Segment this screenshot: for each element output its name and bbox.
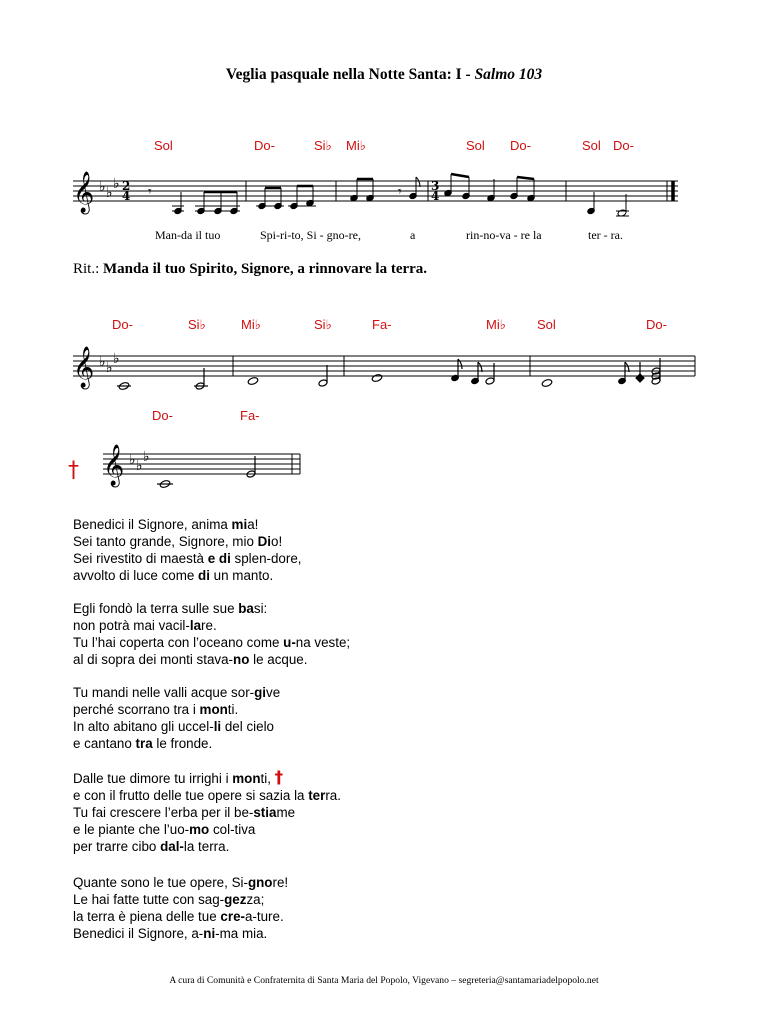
verse-text: le fronde.	[152, 736, 213, 751]
verse-text: avvolto di luce come	[73, 568, 199, 583]
chord-name: Mi	[346, 138, 360, 153]
svg-text:4: 4	[431, 189, 440, 203]
svg-text:♭: ♭	[106, 185, 113, 201]
stressed-syllable: no	[233, 652, 250, 667]
chord-name: Fa-	[372, 317, 392, 332]
stressed-syllable: mo	[189, 822, 210, 837]
key-signature	[129, 449, 150, 474]
chord-name: Si	[314, 138, 326, 153]
verse-line	[73, 891, 288, 908]
chord-name: Mi	[486, 317, 500, 332]
key-signature	[99, 176, 120, 201]
stressed-syllable: stia	[253, 805, 277, 820]
verse-text: col-tiva	[209, 822, 256, 837]
verse-text: ti,	[260, 771, 275, 786]
verse-line	[73, 634, 350, 651]
treble-clef-icon	[73, 346, 94, 389]
ritornello-prefix: Rit.:	[73, 261, 100, 277]
verse-text: Tu l’hai coperta con l’oceano come	[73, 635, 284, 650]
chord-name: Mi	[241, 317, 255, 332]
verse-text: del cielo	[221, 719, 274, 734]
time-signature-2-4	[122, 179, 130, 203]
rest-icon	[398, 184, 402, 200]
svg-text:♭: ♭	[129, 452, 136, 468]
verse-text: o!	[271, 534, 283, 549]
verse-text: un manto.	[209, 568, 274, 583]
stanza-1	[73, 516, 302, 584]
svg-text:2: 2	[122, 179, 131, 193]
verse-text: la terra.	[183, 839, 230, 854]
flat-icon: ♭	[325, 318, 332, 333]
verse-line	[73, 567, 302, 584]
chord-name: Sol	[537, 317, 556, 332]
verse-text: Dalle tue dimore tu irrighi i	[73, 771, 233, 786]
verse-text: Quante sono le tue opere, Si-	[73, 875, 248, 890]
treble-clef-icon	[73, 171, 94, 214]
ritornello	[73, 261, 427, 278]
verse-text: non potrà mai vacil-	[73, 618, 190, 633]
notes-staff-2	[117, 358, 661, 391]
svg-text:4: 4	[122, 189, 131, 203]
verse-text: ti.	[227, 702, 239, 717]
flat-icon: ♭	[199, 318, 206, 333]
svg-text:𝄾: 𝄾	[148, 184, 152, 200]
verse-text: la terra è piena delle tue	[73, 909, 221, 924]
treble-clef-icon	[103, 444, 124, 487]
chord-name: Do-	[646, 317, 667, 332]
stressed-syllable: di	[198, 568, 210, 583]
svg-text:♭: ♭	[99, 354, 106, 370]
stressed-syllable: cre-	[220, 909, 245, 924]
verse-text: re!	[272, 875, 289, 890]
cross-icon: †	[274, 768, 284, 788]
rest-icon	[148, 184, 152, 200]
stanza-3	[73, 684, 280, 752]
verse-text: e le piante che l’uo-	[73, 822, 190, 837]
verse-text: e con il frutto delle tue opere si sazia la	[73, 788, 309, 803]
svg-text:♭: ♭	[106, 360, 113, 376]
stressed-syllable: li	[213, 719, 222, 734]
time-signature-3-4	[431, 179, 439, 203]
svg-text:♭: ♭	[136, 458, 143, 474]
flat-icon: ♭	[499, 318, 506, 333]
chord-name: Si	[314, 317, 326, 332]
verse-line	[73, 925, 288, 942]
chord-name: Fa-	[240, 408, 260, 423]
flat-icon: ♭	[359, 139, 366, 154]
stressed-syllable: Di	[257, 534, 272, 549]
stanza-2	[73, 600, 350, 668]
verse-text: Egli fondò la terra sulle sue	[73, 601, 239, 616]
svg-text:3: 3	[431, 179, 440, 193]
svg-text:♭: ♭	[113, 351, 120, 367]
verse-text: ve	[266, 685, 281, 700]
stressed-syllable: tra	[135, 736, 153, 751]
verse-text: Benedici il Signore, anima	[73, 517, 232, 532]
notes-staff-3	[157, 456, 256, 489]
verse-text: Le hai fatte tutte con sag-	[73, 892, 225, 907]
verse-text: me	[276, 805, 296, 820]
stressed-syllable: dal-	[160, 839, 184, 854]
lyric-syllables: a	[410, 228, 416, 242]
verse-line	[73, 770, 341, 787]
verse-text: ra.	[325, 788, 341, 803]
verse-line	[73, 684, 280, 701]
verse-text: za;	[246, 892, 265, 907]
stressed-syllable: e di	[207, 551, 231, 566]
stressed-syllable: u-	[283, 635, 296, 650]
title-psalm: Salmo 103	[474, 66, 543, 83]
verse-text: al di sopra dei monti stava-	[73, 652, 234, 667]
lyric-syllables: Spi-ri-to, Si - gno-re,	[260, 228, 361, 242]
svg-text:♭: ♭	[143, 449, 150, 465]
svg-text:𝄞: 𝄞	[73, 347, 95, 388]
verse-text: In alto abitano gli uccel-	[73, 719, 214, 734]
svg-text:𝄞: 𝄞	[103, 445, 125, 486]
stressed-syllable: ba	[238, 601, 254, 616]
flat-icon: ♭	[254, 318, 261, 333]
stanza-4	[73, 770, 341, 855]
stressed-syllable: ter	[308, 788, 326, 803]
verse-line	[73, 701, 280, 718]
stressed-syllable: gi	[254, 685, 267, 700]
verse-text: Sei rivestito di maestà	[73, 551, 208, 566]
chord-name: Sol	[582, 138, 601, 153]
verse-line	[73, 550, 302, 567]
chord-name: Sol	[154, 138, 173, 153]
verse-text: -ma mia.	[215, 926, 268, 941]
verse-line	[73, 735, 280, 752]
verse-line	[73, 617, 350, 634]
verse-line	[73, 908, 288, 925]
verse-text: Benedici il Signore, a-	[73, 926, 204, 941]
chord-name: Do-	[613, 138, 634, 153]
verse-text: splen-dore,	[230, 551, 302, 566]
verse-text: si:	[253, 601, 268, 616]
lyric-syllables: ter - ra.	[588, 228, 623, 242]
chord-name: Do-	[254, 138, 275, 153]
chord-name: Sol	[466, 138, 485, 153]
verse-line	[73, 718, 280, 735]
chord-name: Si	[188, 317, 200, 332]
page-footer: A cura di Comunità e Confraternita di Santa Maria del Popolo, Vigevano – segreteria@santamariadelpopolo.net	[169, 975, 599, 986]
ritornello-text: Manda il tuo Spirito, Signore, a rinnovare la terra.	[103, 261, 428, 277]
stressed-syllable: gno	[247, 875, 273, 890]
lyric-syllables: rin-no-va - re la	[466, 228, 542, 242]
stressed-syllable: mi	[231, 517, 248, 532]
verse-line	[73, 533, 302, 550]
stanza-5	[73, 874, 288, 942]
verse-text: perché scorrano tra i	[73, 702, 200, 717]
verse-text: a!	[247, 517, 259, 532]
cross-icon: †	[68, 458, 79, 483]
verse-line	[73, 821, 341, 838]
verse-line	[73, 516, 302, 533]
verse-text: Sei tanto grande, Signore, mio	[73, 534, 258, 549]
title-main: Veglia pasquale nella Notte Santa: I -	[225, 66, 475, 83]
stressed-syllable: mon	[232, 771, 261, 786]
verse-text: re.	[201, 618, 217, 633]
verse-text: na veste;	[295, 635, 351, 650]
verse-text: per trarre cibo	[73, 839, 161, 854]
staff-2	[73, 356, 695, 376]
verse-line	[73, 838, 341, 855]
stressed-syllable: la	[189, 618, 202, 633]
verse-line	[73, 804, 341, 821]
flat-icon: ♭	[325, 139, 332, 154]
chord-name: Do-	[510, 138, 531, 153]
svg-text:𝄞: 𝄞	[73, 172, 95, 213]
stressed-syllable: gez	[224, 892, 247, 907]
key-signature	[99, 351, 120, 376]
music-notation	[0, 0, 768, 500]
lyrics-line	[0, 228, 768, 248]
verse-text: Tu mandi nelle valli acque sor-	[73, 685, 255, 700]
lyric-syllables: Man-da il tuo	[155, 228, 221, 242]
verse-line	[73, 787, 341, 804]
chord-name: Do-	[112, 317, 133, 332]
svg-text:♭: ♭	[113, 176, 120, 192]
verse-text: e cantano	[73, 736, 136, 751]
verse-line	[73, 600, 350, 617]
svg-text:♭: ♭	[99, 179, 106, 195]
verse-line	[73, 651, 350, 668]
verse-text: a-ture.	[244, 909, 284, 924]
chord-name: Do-	[152, 408, 173, 423]
stressed-syllable: mon	[199, 702, 228, 717]
verse-line	[73, 874, 288, 891]
svg-text:𝄾: 𝄾	[398, 184, 402, 200]
verse-text: Tu fai crescere l’erba per il be-	[73, 805, 254, 820]
staff-1	[73, 181, 678, 201]
stressed-syllable: ni	[203, 926, 216, 941]
verse-text: le acque.	[249, 652, 308, 667]
